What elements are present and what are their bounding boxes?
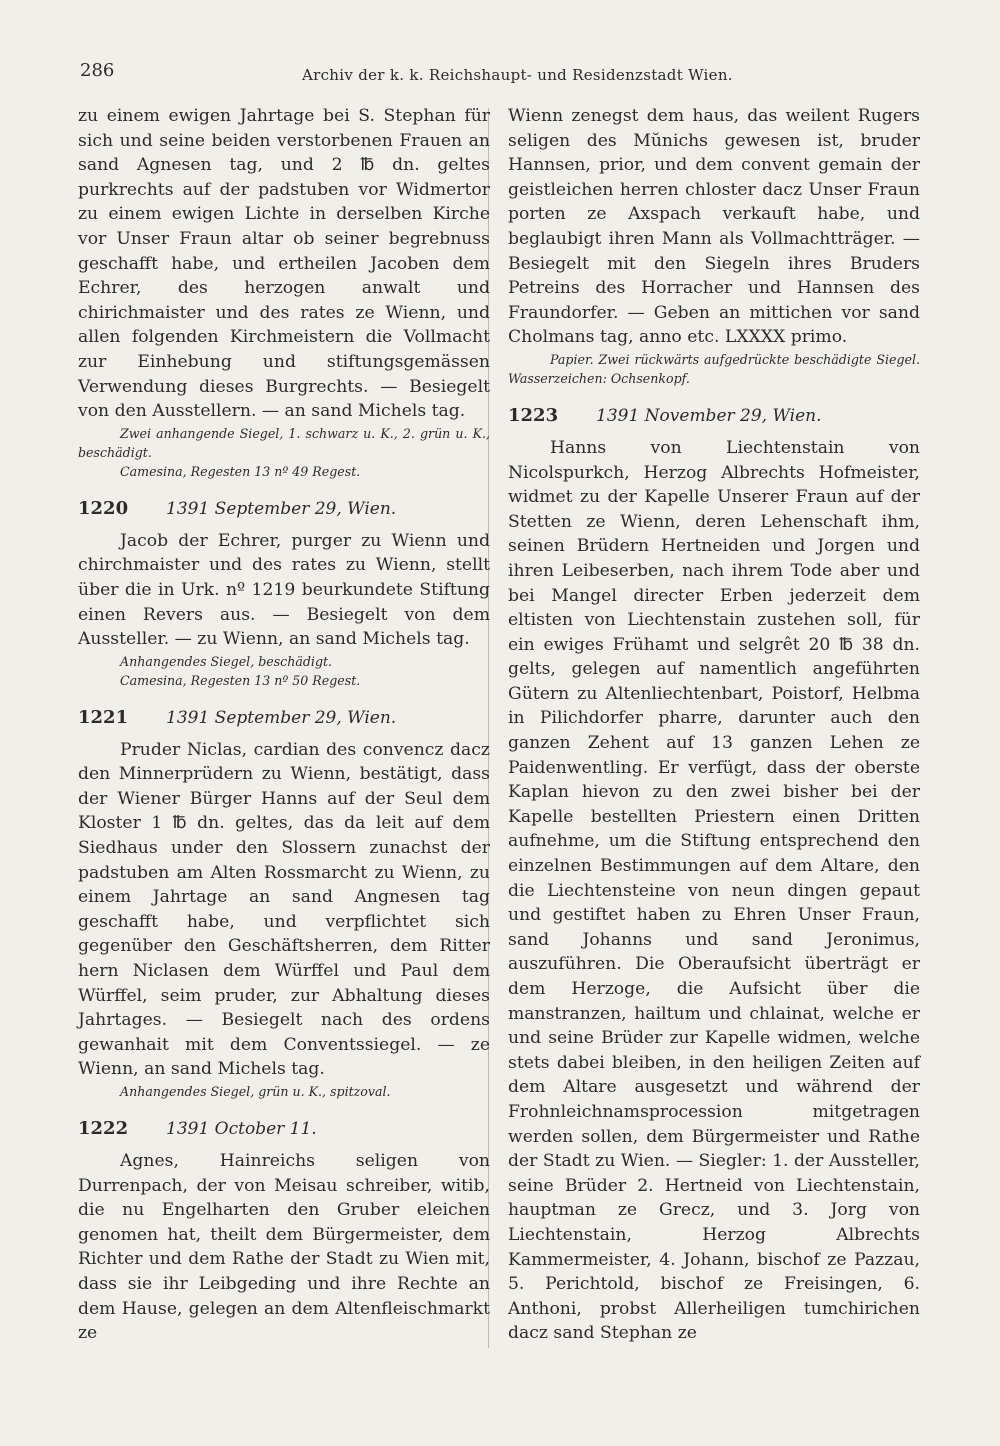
page-header	[80, 60, 920, 90]
entry-number: 1220	[78, 497, 129, 519]
entry-date: 1391 November 29, Wien.	[596, 405, 822, 426]
reference-note: Camesina, Regesten 13 nº 49 Regest.	[120, 463, 361, 479]
running-title: Archiv der k. k. Reichshaupt- und Residenzstadt Wien.	[302, 66, 733, 84]
continued-entry-text: Wienn zenegst dem haus, das weilent Rugers seligen des Mŭnichs gewesen ist, bruder Hannsen, prior, und dem convent gemain der geistleichen herren chloster dacz Unser Fraun porten ze Axspach verkauft habe, und beglaubigt ihren Mann als Vollmachtträger. — Besiegelt mit den Siegeln ihres Bruders Petreins des Horracher und Hannsen des Fraundorfer. — Geben an mittichen vor sand Cholmans tag, anno etc. LXXXX primo.	[508, 106, 920, 348]
entry-text-1221: Pruder Niclas, cardian des convencz dacz den Minnerprüdern zu Wienn, bestätigt, dass der Wiener Bürger Hanns auf der Seul dem Kloster 1 ℔ dn. geltes, das da leit auf dem Siedhaus under den Slossern zunachst der padstuben am Alten Rossmarcht zu Wienn, zu einem Jahrtage an sand Angnesen tag geschafft habe, und verpflichtet sich gegenüber den Geschäftsherren, dem Ritter hern Niclasen dem Würffel und Paul dem Würffel, seim pruder, zur Abhaltung dieses Jahrtages. — Besiegelt nach des ordens gewanhait mit dem Conventssiegel. — ze Wienn, an sand Michels tag.	[78, 739, 490, 1080]
seal-note: Zwei anhangende Siegel, 1. schwarz u. K., 2. grün u. K., beschädigt.	[78, 425, 490, 460]
right-column	[508, 104, 920, 1346]
reference-note-1220: Camesina, Regesten 13 nº 50 Regest.	[120, 672, 361, 688]
entry-text-1220: Jacob der Echrer, purger zu Wienn und chirchmaister und des rates zu Wienn, stellt über die in Urk. nº 1219 beurkundete Stiftung einen Revers aus. — Besiegelt von dem Aussteller. — zu Wienn, an sand Michels tag.	[78, 530, 490, 650]
left-column	[78, 104, 490, 1346]
seal-note: Papier. Zwei rückwärts aufgedrückte beschädigte Siegel. Wasserzeichen: Ochsenkopf.	[508, 351, 920, 386]
entry-date: 1391 October 11.	[166, 1119, 317, 1139]
entry-heading-1222	[78, 1117, 490, 1145]
entry-text-1222: Agnes, Hainreichs seligen von Durrenpach, der von Meisau schreiber, witib, die nu Engelharten den Gruber eleichen genomen hat, theilt dem Bürgermeister, dem Richter und dem Rathe der Stadt zu Wien mit, dass sie ihr Leibgeding und ihre Rechte an dem Hause, gelegen an dem Altenfleischmarkt ze	[78, 1151, 490, 1344]
entry-date: 1391 September 29, Wien.	[166, 707, 397, 728]
entry-number: 1223	[508, 404, 559, 426]
entry-heading-1220	[78, 497, 490, 525]
entry-number: 1221	[78, 706, 129, 728]
continued-entry-text: zu einem ewigen Jahrtage bei S. Stephan für sich und seine beiden verstorbenen Frauen an sand Agnesen tag, und 2 ℔ dn. geltes purkrechts auf der padstuben vor Widmertor zu einem ewigen Lichte in derselben Kirche vor Unser Fraun altar ob seiner begrebnuss geschafft habe, und ertheilen Jacoben dem Echrer, des herzogen anwalt und chirichmaister und des rates ze Wienn, und allen folgenden Kirchmeistern die Vollmacht zur Einhebung und stiftungsgemässen Verwendung dieses Burgrechts. — Besiegelt von den Ausstellern. — an sand Michels tag.	[78, 106, 490, 422]
entry-heading-1221	[78, 706, 490, 734]
seal-note-1221: Anhangendes Siegel, grün u. K., spitzoval.	[120, 1084, 391, 1099]
entry-heading-1223	[508, 404, 920, 432]
page-number: 286	[80, 60, 115, 81]
entry-date: 1391 September 29, Wien.	[166, 498, 397, 519]
entry-number: 1222	[78, 1118, 129, 1139]
entry-text-1223: Hanns von Liechtenstain von Nicolspurkch, Herzog Albrechts Hofmeister, widmet zu der Kapelle Unserer Fraun auf der Stetten ze Wienn, deren Lehenschaft ihm, seinen Brüdern Hertneiden und Jorgen und ihren Leibeserben, nach ihrem Tode aber und bei Mangel directer Erben jederzeit dem eltisten von Liechtenstain zustehen soll, für ein ewiges Frühamt und selgrêt 20 ℔ 38 dn. gelts, gelegen auf namentlich angeführten Gütern zu Altenliechtenbart, Poistorf, Helbma in Pilichdorfer pharre, darunter auch den ganzen Zehent auf 13 ganzen Lehen ze Paidenwentling. Er verfügt, dass der oberste Kaplan hievon zu den zwei bisher bei der Kapelle bestellten Priestern einen Dritten aufnehme, um die Stiftung entsprechend den einzelnen Bestimmungen auf dem Altare, den die Liechtensteine von neun dingen gepaut und gestiftet haben zu Ehren Unser Fraun, sand Johanns und sand Jeronimus, auszuführen. Die Oberaufsicht überträgt er dem Herzoge, die Aufsicht über die manstranzen, hailtum und chlainat, welche er und seine Brüder zur Kapelle widmen, welche stets dabei bleiben, in den heiligen Zeiten auf dem Altare ausgesetzt und während der Frohnleichnamsprocession mitgetragen werden sollen, dem Bürgermeister und Rathe der Stadt zu Wien. — Siegler: 1. der Aussteller, seine Brüder 2. Hertneid von Liechtenstain, hauptman ze Grecz, und 3. Jorg von Liechtenstain, Herzog Albrechts Kammermeister, 4. Johann, bischof ze Pazzau, 5. Perichtold, bischof ze Freisingen, 6. Anthoni, probst Allerheiligen tumchirichen dacz sand Stephan ze	[508, 437, 920, 1344]
seal-note-1220: Anhangendes Siegel, beschädigt.	[120, 653, 333, 669]
